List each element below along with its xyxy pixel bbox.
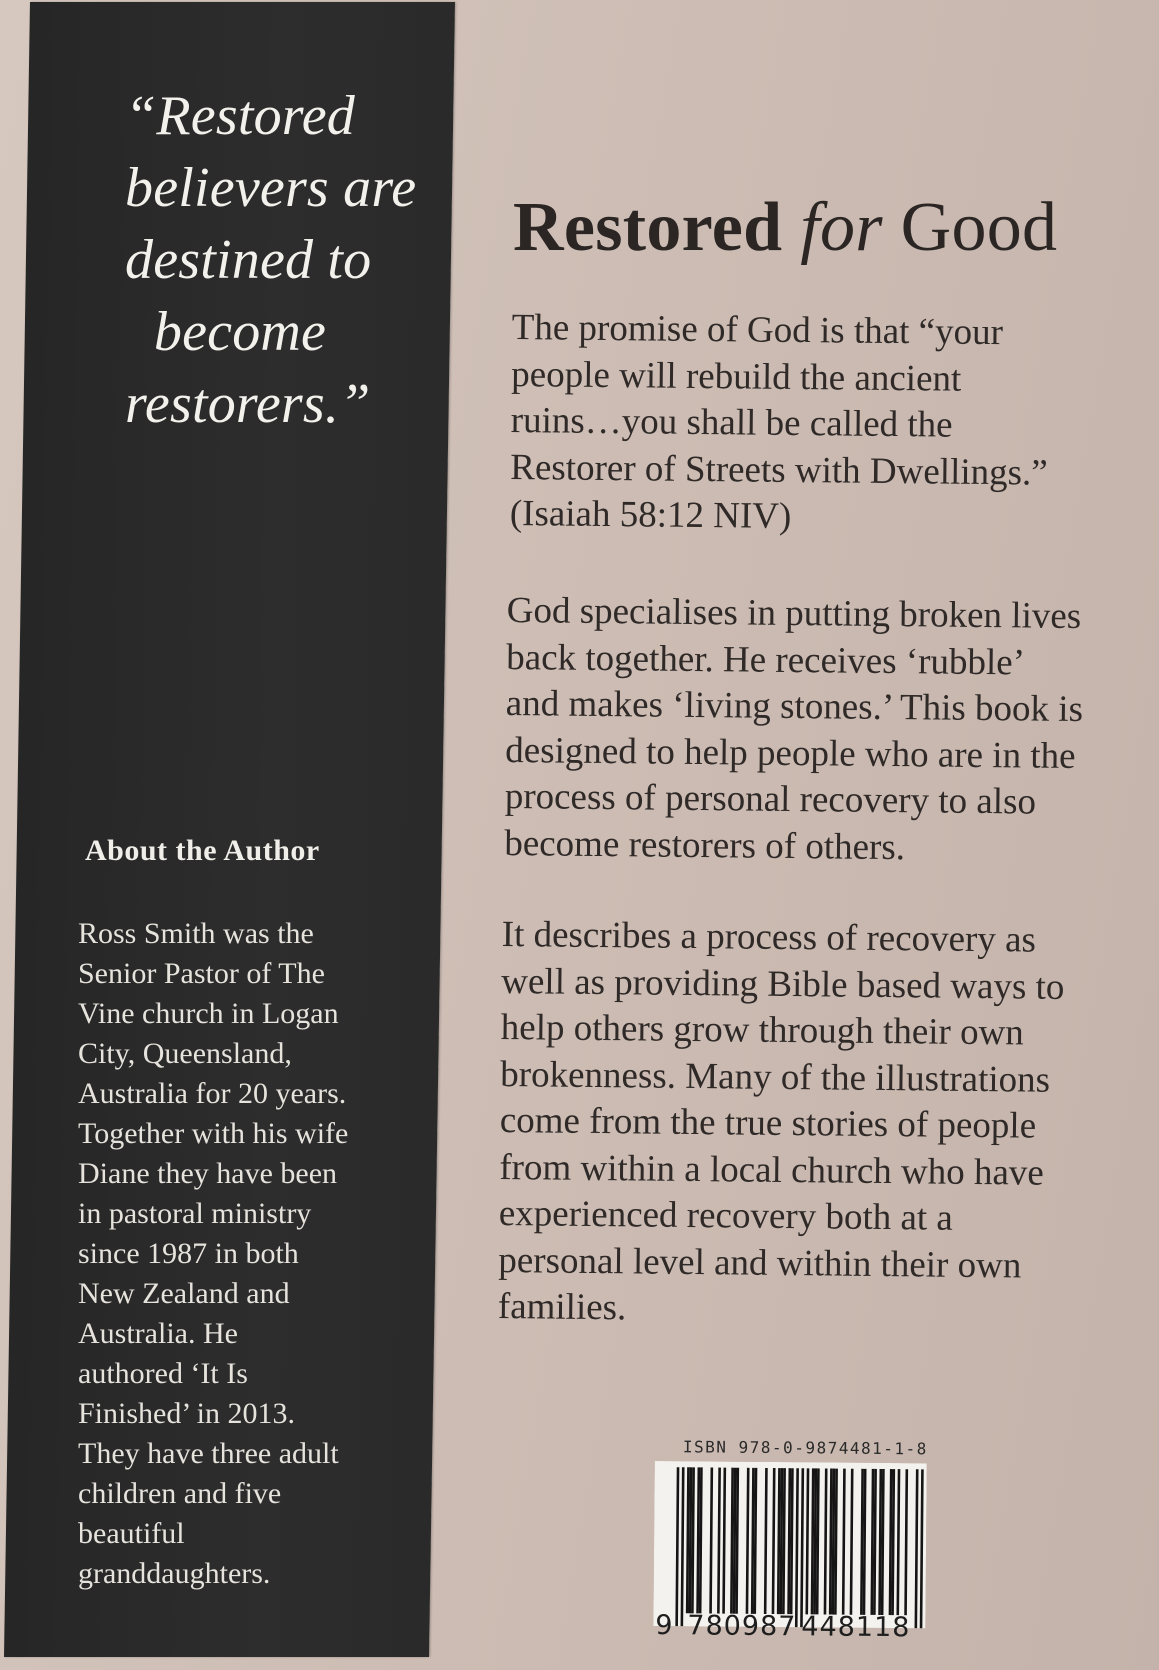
pull-quote-line: believers are bbox=[125, 157, 417, 219]
about-line: They have three adult bbox=[78, 1437, 339, 1470]
about-line: authored ‘It Is bbox=[78, 1357, 248, 1390]
about-author-heading: About the Author bbox=[85, 834, 320, 867]
about-line: since 1987 in both bbox=[78, 1237, 299, 1270]
blurb-line: and makes ‘living stones.’ This book is bbox=[505, 682, 1084, 731]
about-line: children and five bbox=[78, 1477, 282, 1510]
title-word-good: Good bbox=[900, 189, 1058, 266]
author-side-panel bbox=[4, 2, 455, 1657]
blurb-line: experienced recovery both at a bbox=[498, 1192, 954, 1239]
blurb-line: help others grow through their own bbox=[500, 1006, 1025, 1054]
blurb-paragraph-3 bbox=[498, 912, 1065, 1336]
blurb-line: brokenness. Many of the illustrations bbox=[500, 1053, 1051, 1101]
isbn-barcode bbox=[653, 1437, 927, 1664]
blurb-line: personal level and within their own bbox=[498, 1239, 1022, 1286]
title-word-for: for bbox=[800, 189, 883, 266]
blurb-line: families. bbox=[497, 1285, 627, 1329]
title-word-restored: Restored bbox=[513, 189, 783, 266]
blurb-line: process of personal recovery to also bbox=[504, 775, 1037, 823]
about-line: Diane they have been bbox=[78, 1157, 338, 1190]
pull-quote bbox=[125, 80, 417, 440]
about-line: granddaughters. bbox=[78, 1557, 271, 1590]
blurb-line: become restorers of others. bbox=[504, 822, 906, 868]
blurb-line: (Isaiah 58:12 NIV) bbox=[509, 492, 792, 537]
about-line: New Zealand and bbox=[78, 1277, 290, 1310]
blurb-paragraph-2 bbox=[504, 588, 1084, 873]
about-line: in pastoral ministry bbox=[78, 1197, 312, 1230]
about-line: Ross Smith was the bbox=[78, 917, 314, 950]
book-title bbox=[513, 188, 1057, 268]
blurb-line: people will rebuild the ancient bbox=[511, 353, 962, 400]
blurb-paragraph-1 bbox=[510, 305, 1050, 543]
about-line: Vine church in Logan bbox=[78, 997, 339, 1030]
blurb-line: ruins…you shall be called the bbox=[510, 399, 953, 446]
about-line: beautiful bbox=[78, 1517, 185, 1550]
blurb-line: The promise of God is that “your bbox=[511, 306, 1004, 354]
about-line: Together with his wife bbox=[78, 1117, 349, 1150]
about-author-text bbox=[78, 914, 418, 1594]
about-line: Australia for 20 years. bbox=[78, 1077, 347, 1110]
pull-quote-line: destined to bbox=[125, 229, 372, 291]
pull-quote-line: “Restored bbox=[125, 85, 355, 147]
blurb-line: Restorer of Streets with Dwellings.” bbox=[510, 446, 1048, 494]
blurb-line: come from the true stories of people bbox=[499, 1099, 1037, 1147]
pull-quote-line: become bbox=[153, 301, 327, 363]
about-line: Finished’ in 2013. bbox=[78, 1397, 295, 1430]
blurb-line: designed to help people who are in the bbox=[505, 729, 1076, 777]
barcode-digit-first: 9 bbox=[655, 1610, 674, 1642]
about-line: Senior Pastor of The bbox=[78, 957, 325, 990]
blurb-line: from within a local church who have bbox=[499, 1146, 1045, 1194]
barcode-digits-right: 448118 bbox=[801, 1611, 911, 1644]
blurb-line: It describes a process of recovery as bbox=[501, 913, 1037, 961]
about-line: City, Queensland, bbox=[78, 1037, 292, 1070]
barcode-bars bbox=[653, 1461, 926, 1628]
isbn-label: ISBN 978-0-9874481-1-8 bbox=[682, 1437, 928, 1459]
blurb-line: well as providing Bible based ways to bbox=[501, 960, 1065, 1008]
barcode-digits-left: 780987 bbox=[687, 1610, 797, 1643]
barcode-digits bbox=[653, 1610, 925, 1652]
blurb-line: God specialises in putting broken lives bbox=[506, 589, 1082, 638]
blurb-line: back together. He receives ‘rubble’ bbox=[506, 636, 1026, 683]
pull-quote-line: restorers.” bbox=[125, 373, 371, 435]
about-line: Australia. He bbox=[78, 1317, 238, 1350]
